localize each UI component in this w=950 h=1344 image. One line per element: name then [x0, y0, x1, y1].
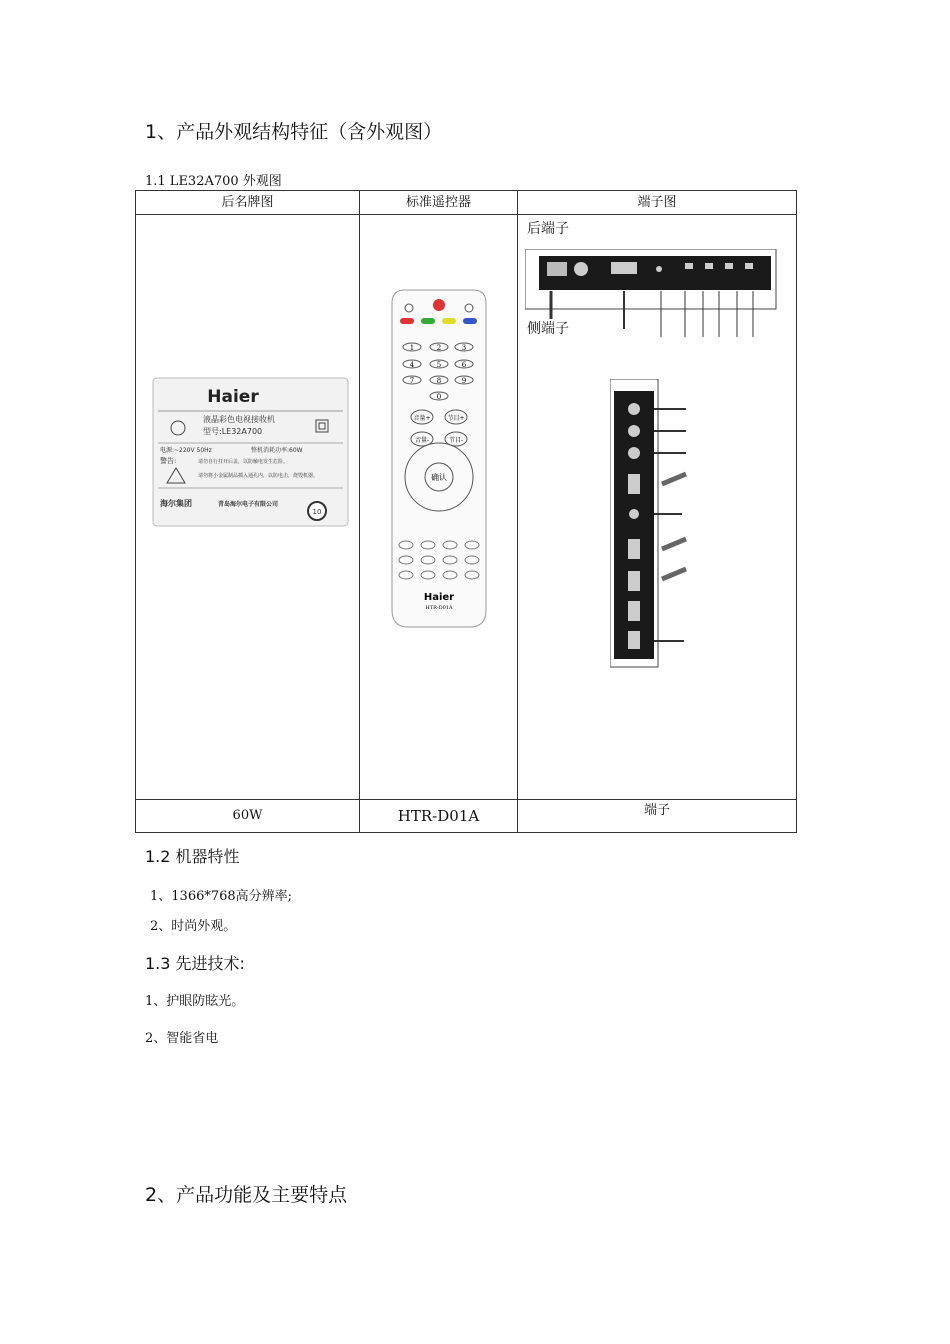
section-1-heading: 1、产品外观结构特征（含外观图） — [145, 121, 443, 143]
key-6: 6 — [461, 361, 467, 369]
power-button-icon[interactable] — [433, 299, 445, 311]
header-terminals: 端子图 — [518, 191, 797, 215]
key-8: 8 — [436, 377, 442, 385]
footer-terminals: 端子 — [518, 800, 797, 833]
figure-caption: 1.1 LE32A700 外观图 — [145, 174, 282, 189]
tech-item-1: 1、护眼防眩光。 — [145, 994, 245, 1009]
side-terminal-image — [610, 379, 692, 669]
ch-up-label: 节目+ — [447, 415, 465, 422]
key-2: 2 — [436, 344, 442, 352]
nameplate-warning-1: 请勿自行打开后盖，以防触电发生危险。 — [198, 459, 289, 465]
header-remote: 标准遥控器 — [360, 191, 518, 215]
red-button[interactable] — [400, 318, 414, 324]
ch-down-label: 节目- — [448, 437, 464, 444]
section-1-3-heading: 1.3 先进技术: — [145, 954, 245, 973]
remote-model: HTR-D01A — [425, 605, 453, 611]
key-1: 1 — [409, 344, 415, 352]
ok-label: 确认 — [431, 473, 447, 482]
nameplate-warning-label: 警告: — [160, 457, 177, 465]
nameplate-brand: Haier — [207, 387, 259, 407]
footer-power: 60W — [136, 800, 360, 833]
nameplate-warning-2: 请勿将小金属制品插入通孔内，以防电击，烧毁机器。 — [198, 473, 319, 479]
nameplate-group: 海尔集团 — [160, 499, 192, 508]
remote-image — [360, 215, 517, 799]
nameplate-years: 10 — [312, 508, 322, 516]
side-terminal-label: 侧端子 — [527, 321, 569, 337]
blue-button[interactable] — [463, 318, 477, 324]
footer-remote-model: HTR-D01A — [360, 800, 518, 833]
power-port-icon — [547, 262, 567, 276]
vol-down-label: 音量- — [414, 437, 430, 444]
nameplate-power: 电源:~220V 50Hz — [160, 447, 212, 454]
nameplate-maker: 青岛海尔电子有限公司 — [218, 501, 279, 508]
feature-item-2: 2、时尚外观。 — [150, 919, 237, 934]
nameplate-cell — [136, 215, 360, 800]
terminals-cell — [518, 215, 797, 800]
appearance-table — [135, 190, 797, 833]
green-button[interactable] — [421, 318, 435, 324]
header-nameplate: 后名牌图 — [136, 191, 360, 215]
key-3: 3 — [461, 344, 467, 352]
feature-item-1: 1、1366*768高分辨率; — [150, 889, 293, 904]
remote-brand: Haier — [423, 592, 455, 603]
section-2-heading: 2、产品功能及主要特点 — [145, 1184, 348, 1206]
key-7: 7 — [409, 377, 415, 385]
nameplate-product: 液晶彩色电视接收机 — [203, 415, 275, 424]
nameplate-model: 型号:LE32A700 — [203, 427, 263, 436]
rear-terminal-label: 后端子 — [527, 221, 569, 237]
key-9: 9 — [461, 377, 467, 385]
nameplate-consumption: 整机消耗功率:60W — [251, 447, 303, 454]
key-5: 5 — [436, 361, 442, 369]
vga-port-icon — [611, 262, 637, 274]
nameplate-image — [136, 215, 359, 799]
key-0: 0 — [436, 393, 442, 401]
section-1-2-heading: 1.2 机器特性 — [145, 847, 240, 866]
tech-item-2: 2、智能省电 — [145, 1031, 219, 1046]
yellow-button[interactable] — [442, 318, 456, 324]
key-4: 4 — [409, 361, 415, 369]
antenna-port-icon — [574, 262, 588, 276]
vol-up-label: 音量+ — [413, 415, 431, 422]
remote-cell — [360, 215, 518, 800]
